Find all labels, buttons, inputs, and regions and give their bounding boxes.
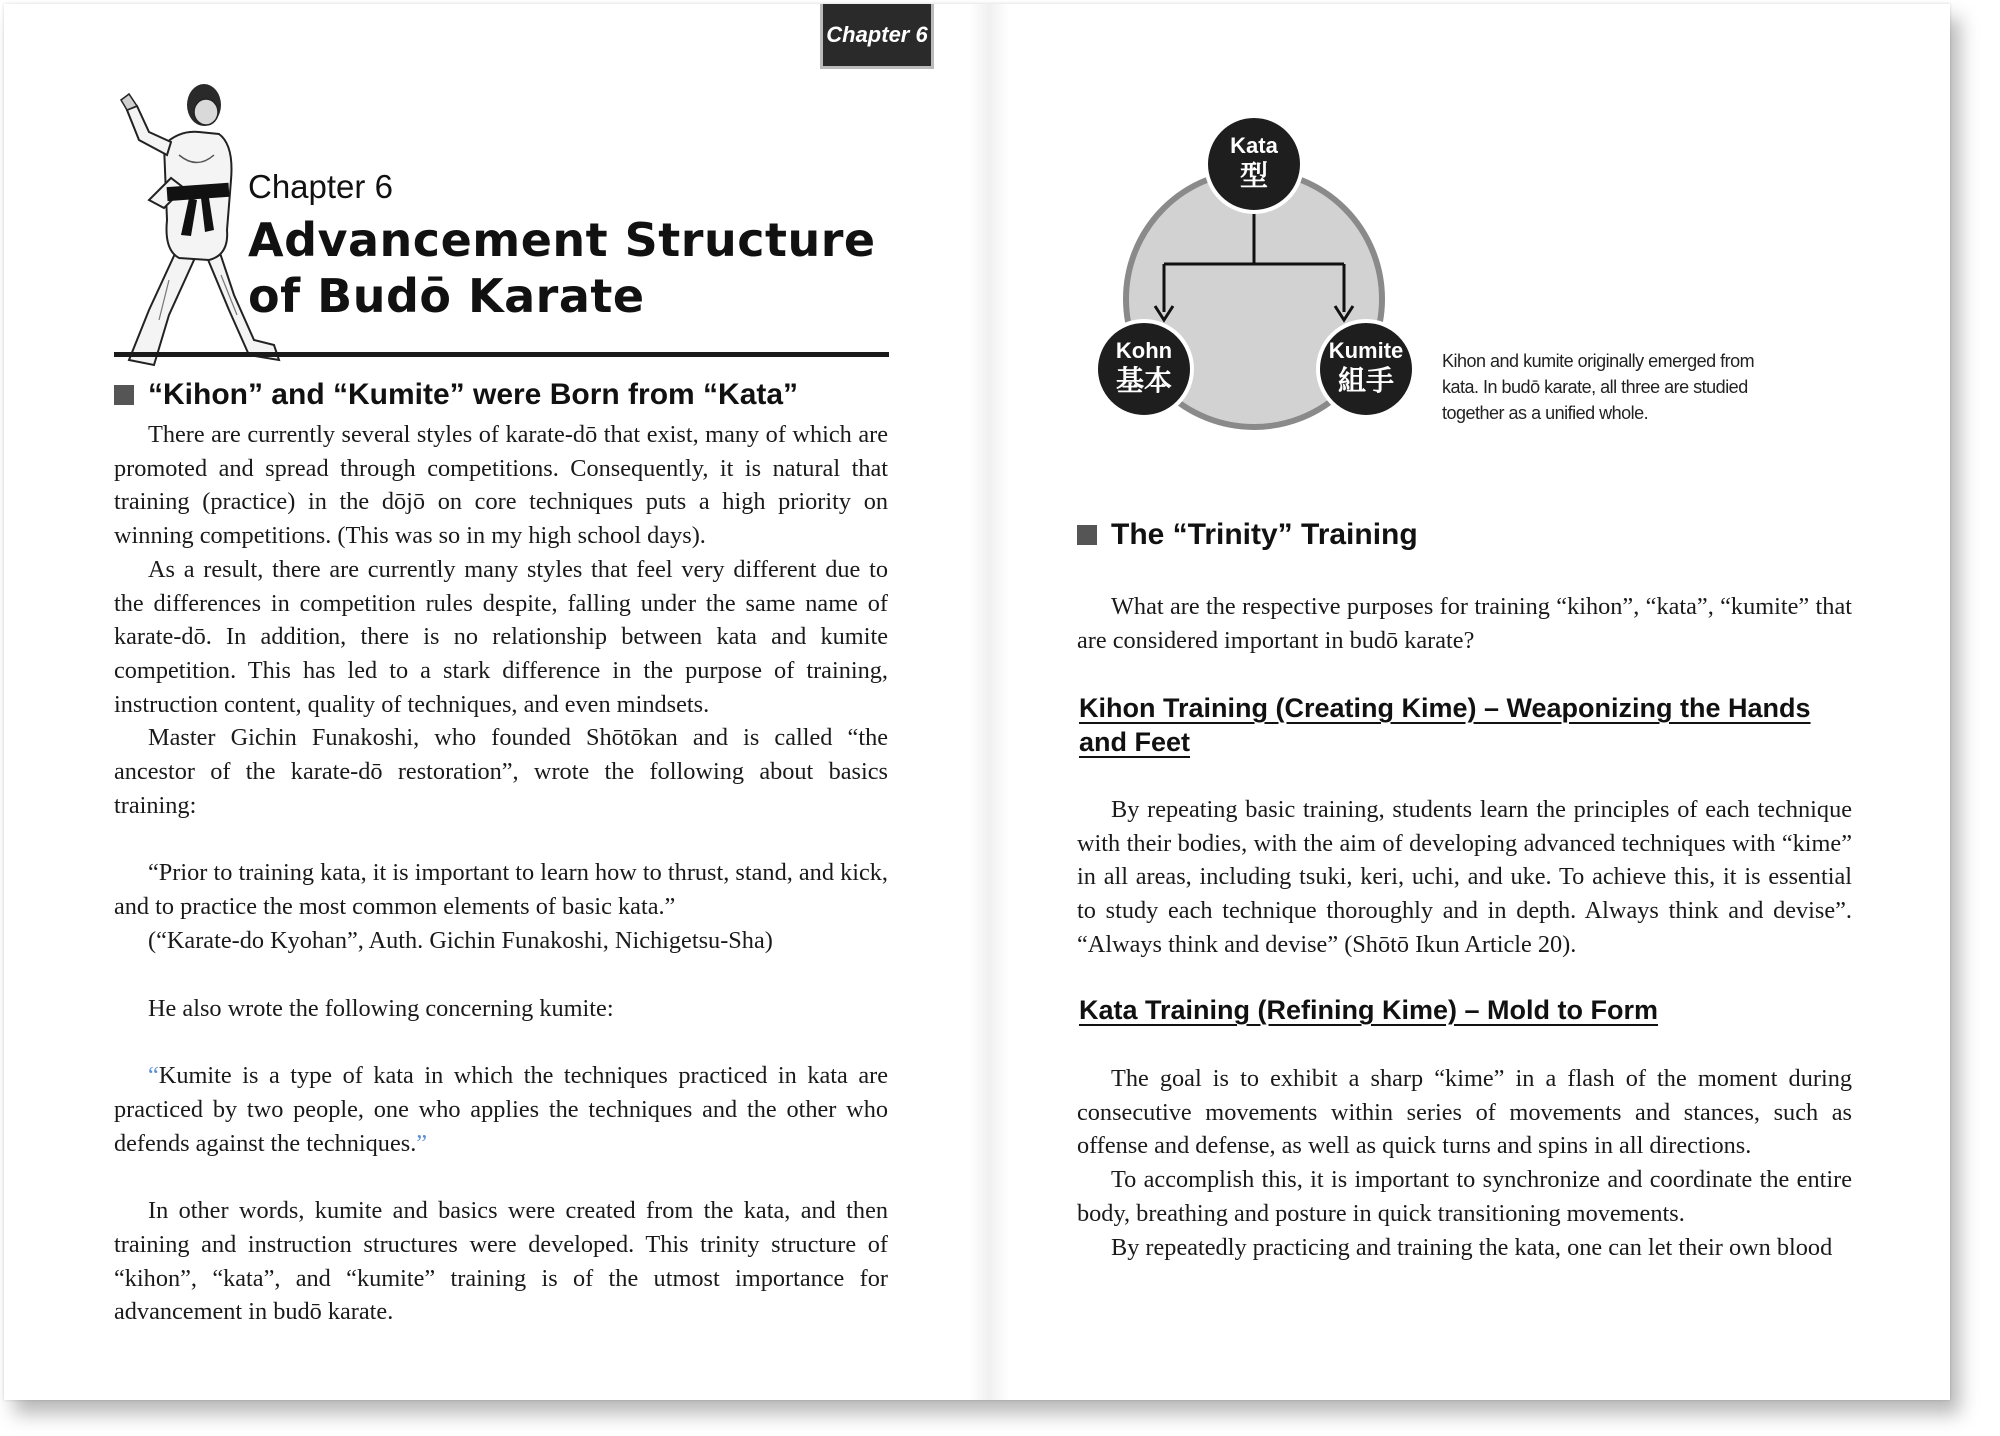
chapter-number: Chapter 6 xyxy=(248,168,393,205)
kihon-training-text xyxy=(1077,793,1852,962)
node-kata-kanji: 型 xyxy=(1239,160,1269,191)
quote-text: Kumite is a type of kata in which the techniques practiced in kata are practiced by two people, one who applies the techniques and the other who defends against the techniques. xyxy=(114,1062,888,1157)
subheading-kata-training: Kata Training (Refining Kime) – Mold to Form xyxy=(1079,995,1659,1025)
diagram-caption: Kihon and kumite originally emerged from kata. In budō karate, all three are studied together as a unified whole. xyxy=(1442,351,1755,423)
title-rule xyxy=(114,352,889,357)
node-kihon-label: Kohn xyxy=(1115,338,1173,363)
book-spread xyxy=(4,4,1950,1400)
kata-training-text xyxy=(1077,1062,1852,1264)
quote-open-mark: “ xyxy=(148,1062,159,1090)
section-heading-text: “Kihon” and “Kumite” were Born from “Kata” xyxy=(148,378,799,411)
chapter-title xyxy=(248,212,876,324)
trinity-diagram xyxy=(1089,114,1419,434)
section-heading-kihon-kumite xyxy=(114,378,798,412)
paragraph: There are currently several styles of karate-dō that exist, many of which are promoted and spread through competitions. Consequently, it is natural that training (practice) in the dōjō on core techniques puts a high priority on winning competitions. (This was so in my high school days). xyxy=(114,421,888,550)
trinity-intro xyxy=(1077,590,1852,657)
left-body-text xyxy=(114,418,888,1329)
paragraph: To accomplish this, it is important to synchronize and coordinate the entire body, breathing and posture in quick transitioning movements. xyxy=(1077,1166,1852,1227)
quote-close-mark: ” xyxy=(416,1129,428,1157)
quote-paragraph: “Prior to training kata, it is important to learn how to thrust, stand, and kick, and to practice the most common elements of basic kata.” xyxy=(114,859,888,921)
chapter-tab: Chapter 6 xyxy=(820,4,934,69)
paragraph: By repeating basic training, students learn the principles of each technique with their bodies, with the aim of developing advanced techniques with “kime” in all areas, including tsuki, keri, uchi, and uke. To achieve this, it is essential to study each technique thoroughly and in depth. Always think and devise”. “Always think and devise” (Shōtō Ikun Article 20). xyxy=(1077,796,1852,958)
citation: (“Karate-do Kyohan”, Auth. Gichin Funakoshi, Nichigetsu-Sha) xyxy=(148,926,773,954)
paragraph: In other words, kumite and basics were created from the kata, and then training and instruction structures were developed. This trinity structure of “kihon”, “kata”, and “kumite” training is of the utmost importance for advancement in budō karate. xyxy=(114,1197,888,1326)
paragraph: As a result, there are currently many styles that feel very different due to the differences in competition rules despite, falling under the same name of karate-dō. In addition, there is no relationship between kata and kumite competition. This has led to a stark difference in the purpose of training, instruction content, quality of techniques, and even mindsets. xyxy=(114,555,888,718)
node-kihon-kanji: 基本 xyxy=(1115,365,1173,396)
square-bullet-icon xyxy=(114,385,134,405)
paragraph: What are the respective purposes for training “kihon”, “kata”, “kumite” that are considered important in budō karate? xyxy=(1077,593,1852,654)
paragraph: He also wrote the following concerning kumite: xyxy=(148,994,614,1022)
node-kata-label: Kata xyxy=(1230,133,1278,158)
paragraph: Master Gichin Funakoshi, who founded Shōtōkan and is called “the ancestor of the karate-dō restoration”, wrote the following about basics training: xyxy=(114,724,888,819)
node-kumite-kanji: 組手 xyxy=(1337,365,1395,396)
page-gutter xyxy=(969,4,1009,1400)
section-heading-text: The “Trinity” Training xyxy=(1111,518,1418,551)
node-kumite-label: Kumite xyxy=(1328,338,1404,363)
paragraph: The goal is to exhibit a sharp “kime” in a flash of the moment during consecutive movements within series of movements and stances, such as offense and defense, as well as quick turns and spins in all directions. xyxy=(1077,1065,1852,1160)
chapter-title-line2: of Budō Karate xyxy=(248,269,645,323)
section-heading-trinity xyxy=(1077,518,1418,552)
square-bullet-icon xyxy=(1077,525,1097,545)
quote-paragraph xyxy=(114,1059,888,1160)
subheading-kihon-training: Kihon Training (Creating Kime) – Weaponizing the Hands and Feet xyxy=(1079,693,1811,757)
chapter-title-line1: Advancement Structure xyxy=(248,213,876,267)
paragraph: By repeatedly practicing and training the kata, one can let their own blood xyxy=(1111,1233,1833,1261)
